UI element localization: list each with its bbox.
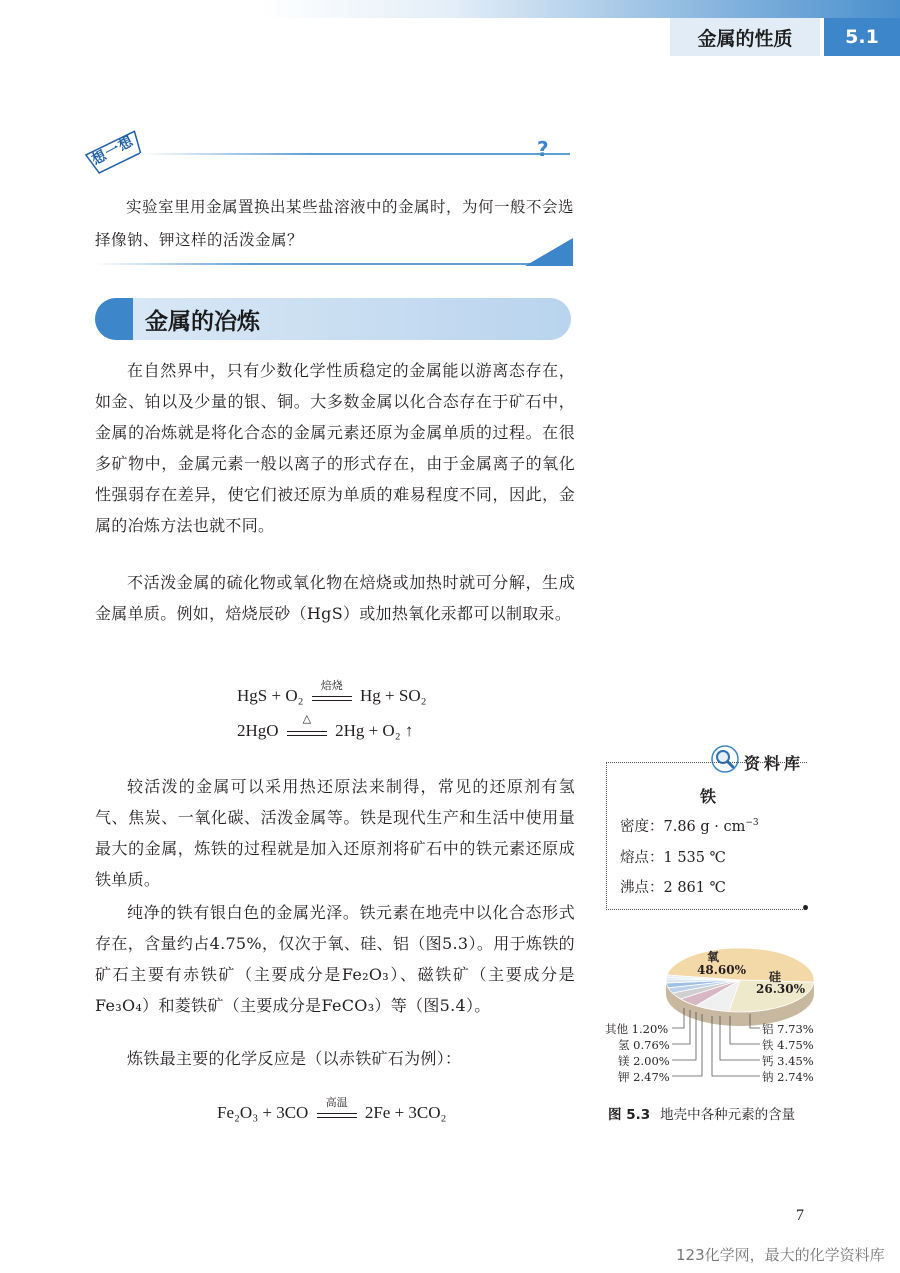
info-melting-point: 熔点：1 535 ℃ <box>620 850 726 866</box>
equation-condition <box>317 1095 357 1118</box>
pie-label-ca-name: 钙 <box>762 1054 774 1068</box>
page-number: 7 <box>796 1207 804 1224</box>
equation-hgo <box>237 711 414 741</box>
pie-label-k <box>618 1069 670 1085</box>
formula-fe2o3: Fe₂O₃ <box>341 965 390 984</box>
pie-label-mg-name: 镁 <box>618 1054 630 1068</box>
pie-label-mg-value: 2.00% <box>633 1054 670 1068</box>
equation-condition <box>312 678 352 701</box>
think-question-text: 实验室里用金属置换出某些盐溶液中的金属时，为何一般不会选择像钠、钾这样的活泼金属？ <box>95 198 575 249</box>
chapter-number: 5.1 <box>824 18 900 56</box>
pie-label-k-value: 2.47% <box>633 1070 670 1084</box>
equation-iron-right: 2Fe + 3CO₂ <box>364 1103 447 1122</box>
arrow-decoration-icon <box>525 238 573 266</box>
pie-leader-lines <box>670 1000 770 1090</box>
pie-label-na-value: 2.74% <box>777 1070 814 1084</box>
figure-number: 图 5.3 <box>608 1107 651 1123</box>
pie-label-other-name: 其他 <box>605 1022 628 1036</box>
think-bottom-divider <box>95 263 545 265</box>
section-title: 金属的冶炼 <box>145 309 260 335</box>
section-heading-accent <box>95 298 133 340</box>
condition-label: 高温 <box>325 1095 348 1109</box>
condition-label: 焙烧 <box>320 678 343 692</box>
info-box-title: 资料库 <box>744 754 805 773</box>
paragraph-5: 炼铁最主要的化学反应是（以赤铁矿石为例）： <box>127 1049 462 1068</box>
pie-label-al-value: 7.73% <box>777 1022 814 1036</box>
equation-hgs-right: Hg + SO₂ <box>360 686 427 705</box>
equation-condition <box>287 711 327 736</box>
pie-label-o-value: 48.60% <box>697 963 746 977</box>
pie-label-ca-value: 3.45% <box>777 1054 814 1068</box>
info-box-dot <box>803 905 808 910</box>
header-gradient-bar <box>260 0 900 18</box>
pie-label-h-value: 0.76% <box>633 1038 670 1052</box>
paragraph-4-text-1: 纯净的铁有银白色的金属光泽。铁元素在地壳中以化合态形式存在，含量约占4.75%，仅次于氧、硅、铝（图5.3）。用于炼铁的矿石主要有赤铁矿（主要成分是 <box>95 903 575 984</box>
figure-caption <box>608 1103 795 1123</box>
paragraph-1: 在自然界中，只有少数化学性质稳定的金属能以游离态存在，如金、铂以及少量的银、铜。大多数金属以化合态存在于矿石中，金属的冶炼就是将化合态的金属元素还原为金属单质的过程。在很多矿物中，金属元素一般以离子的形式存在，由于金属离子的氧化性强弱存在差异，使它们被还原为单质的难易程度不同，因此，金属的冶炼方法也就不同。 <box>95 361 575 535</box>
pie-label-ca <box>762 1053 814 1069</box>
pie-label-si-name: 硅 <box>769 970 782 984</box>
pie-label-other-value: 1.20% <box>631 1022 669 1036</box>
info-box-heading: 铁 <box>700 787 717 806</box>
density-exponent: −3 <box>745 818 759 829</box>
paragraph-4-text-4: ）等（图5.4）。 <box>374 996 491 1015</box>
paragraph-4-text-3: ）和菱铁矿（主要成分是 <box>142 996 322 1015</box>
pie-label-fe-name: 铁 <box>762 1038 774 1052</box>
question-mark-icon: ? <box>537 137 549 161</box>
equation-hgs-left: HgS + O₂ <box>237 686 304 705</box>
equation-iron-left: Fe₂O₃ + 3CO <box>217 1103 309 1122</box>
paragraph-4-text-2: ）、磁铁矿（主要成分是 <box>389 965 575 984</box>
info-density <box>620 815 759 836</box>
formula-fe3o4: Fe₃O₄ <box>95 996 143 1015</box>
pie-label-h-name: 氢 <box>618 1038 630 1052</box>
pie-label-mg <box>618 1053 670 1069</box>
think-badge: 想一想 <box>89 133 137 169</box>
figure-caption-text: 地壳中各种元素的含量 <box>660 1107 796 1123</box>
pie-label-si-value: 26.30% <box>756 982 805 996</box>
section-heading <box>95 298 571 340</box>
equation-hgo-left: 2HgO <box>237 721 279 740</box>
pie-label-h <box>618 1037 670 1053</box>
equation-hgo-right: 2Hg + O₂ ↑ <box>335 721 414 740</box>
pie-label-fe <box>762 1037 814 1053</box>
watermark-text: 123化学网，最大的化学资料库 <box>676 1246 885 1264</box>
pie-label-o-name: 氧 <box>707 950 720 964</box>
pie-label-al-name: 铝 <box>762 1022 774 1036</box>
equation-hgs <box>237 678 427 706</box>
condition-label: △ <box>302 711 312 725</box>
chapter-title: 金属的性质 <box>670 18 820 56</box>
pie-label-al <box>762 1021 814 1037</box>
formula-feco3: FeCO₃ <box>321 996 375 1015</box>
density-text: 密度：7.86 g · cm <box>620 819 746 835</box>
equation-ironmaking <box>217 1095 447 1123</box>
pie-label-na <box>762 1069 814 1085</box>
pie-label-fe-value: 4.75% <box>777 1038 814 1052</box>
paragraph-2: 不活泼金属的硫化物或氧化物在焙烧或加热时就可分解，生成金属单质。例如，焙烧辰砂（HgS）或加热氧化汞都可以制取汞。 <box>95 573 575 623</box>
pie-label-other <box>605 1021 668 1037</box>
paragraph-4 <box>95 897 575 1021</box>
pie-label-k-name: 钾 <box>618 1070 630 1084</box>
paragraph-3: 较活泼的金属可以采用热还原法来制得，常见的还原剂有氢气、焦炭、一氧化碳、活泼金属等。铁是现代生产和生活中使用量最大的金属，炼铁的过程就是加入还原剂将矿石中的铁元素还原成铁单质。 <box>95 777 575 889</box>
pie-label-na-name: 钠 <box>762 1070 774 1084</box>
info-boiling-point: 沸点：2 861 ℃ <box>620 880 726 896</box>
think-top-divider <box>140 153 570 155</box>
